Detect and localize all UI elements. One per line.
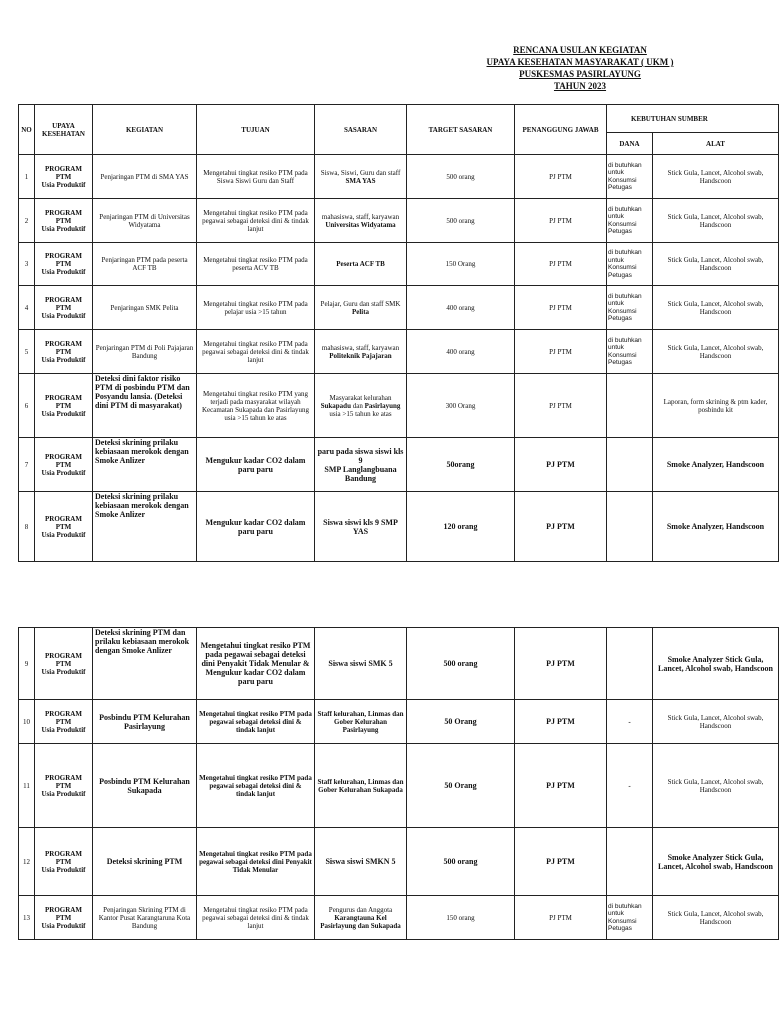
cell-sasaran [315,286,407,330]
cell-alat: Smoke Analyzer Stick Gula, Lancet, Alcohol swab, Handscoon [653,828,779,896]
cell-pj: PJ PTM [515,828,607,896]
upaya-line: PROGRAM PTM [45,905,82,922]
table-row [19,628,779,700]
cell-upaya [35,438,93,492]
upaya-line: PROGRAM PTM [45,709,82,726]
cell-no: 10 [19,700,35,744]
cell-dana: di butuhkan untuk Konsumsi Petugas [607,199,653,243]
cell-sasaran [315,438,407,492]
sasaran-bold: SMP Langlangbuana Bandung [324,464,397,483]
sasaran-text: Siswa, Siswi, Guru dan staff [320,168,401,177]
cell-upaya [35,828,93,896]
cell-no: 11 [19,744,35,828]
sasaran-text: dan [352,401,363,410]
cell-alat: Smoke Analyzer Stick Gula, Lancet, Alcohol swab, Handscoon [653,628,779,700]
cell-dana: di butuhkan untuk Konsumsi Petugas [607,243,653,286]
cell-pj: PJ PTM [515,896,607,940]
cell-no: 6 [19,374,35,438]
table-row [19,155,779,199]
sasaran-text: Siswa siswi [328,659,367,668]
cell-pj: PJ PTM [515,492,607,562]
col-pj: PENANGGUNG JAWAB [515,105,607,155]
col-dana: DANA [607,133,653,155]
cell-dana: - [607,744,653,828]
table-row [19,330,779,374]
cell-upaya [35,896,93,940]
sasaran-bold: Pasirlayung [364,401,401,410]
cell-pj: PJ PTM [515,700,607,744]
cell-dana [607,628,653,700]
cell-target: 50 Orang [407,700,515,744]
cell-tujuan: Mengetahui tingkat resiko PTM yang terjadi pada masyarakat wilayah Kecamatan Sukapada dan Pasirlayung usia >15 tahun ke atas [197,374,315,438]
col-tujuan: TUJUAN [197,105,315,155]
cell-dana: di butuhkan untuk Konsumsi Petugas [607,330,653,374]
cell-no: 8 [19,492,35,562]
sasaran-bold: Pelita [351,307,370,316]
cell-upaya [35,492,93,562]
cell-upaya [35,286,93,330]
table-row [19,243,779,286]
cell-dana [607,438,653,492]
upaya-line: PROGRAM PTM [45,295,82,312]
cell-no: 4 [19,286,35,330]
upaya-line: PROGRAM PTM [45,773,82,790]
cell-sasaran [315,199,407,243]
cell-pj: PJ PTM [515,286,607,330]
table-row [19,438,779,492]
cell-target: 150 orang [407,896,515,940]
title-line-3: PUSKESMAS PASIRLAYUNG [519,69,641,79]
cell-target: 50 Orang [407,744,515,828]
cell-tujuan: Mengetahui tingkat resiko PTM pada pelajar usia >15 tahun [197,286,315,330]
table-row [19,828,779,896]
upaya-line: Usia Produktif [41,865,86,874]
upaya-line: PROGRAM PTM [45,339,82,356]
cell-upaya [35,243,93,286]
cell-target: 50orang [407,438,515,492]
upaya-line: PROGRAM PTM [45,849,82,866]
cell-upaya [35,700,93,744]
table-page-1 [18,104,768,564]
cell-pj: PJ PTM [515,628,607,700]
cell-dana [607,828,653,896]
cell-alat: Smoke Analyzer, Handscoon [653,492,779,562]
cell-no: 5 [19,330,35,374]
cell-target: 400 orang [407,286,515,330]
cell-dana: - [607,700,653,744]
sasaran-text: Pelajar, Guru dan staff SMK [320,299,401,308]
cell-dana: di butuhkan untuk Konsumsi Petugas [607,286,653,330]
activity-table-2 [18,627,779,940]
cell-kegiatan: Penjaringan SMK Pelita [93,286,197,330]
upaya-line: Usia Produktif [41,667,86,676]
cell-pj: PJ PTM [515,155,607,199]
cell-target: 500 orang [407,828,515,896]
cell-upaya [35,155,93,199]
sasaran-bold: SMA YAS [345,176,376,185]
col-alat: ALAT [653,133,779,155]
cell-dana: di butuhkan untuk Konsumsi Petugas [607,155,653,199]
cell-kegiatan: Deteksi skrining PTM dan prilaku kebiasaan merokok dengan Smoke Anlizer [93,628,197,700]
upaya-line: Usia Produktif [41,530,86,539]
sasaran-text: Siswa siswi [325,857,364,866]
cell-target: 500 orang [407,628,515,700]
cell-kegiatan: Penjaringan PTM di SMA YAS [93,155,197,199]
cell-kegiatan: Deteksi dini faktor risiko PTM di posbindu PTM dan Posyandu lansia. (Deteksi dini PTM di masyarakat) [93,374,197,438]
cell-alat: Stick Gula, Lancet, Alcohol swab, Handscoon [653,744,779,828]
upaya-line: PROGRAM PTM [45,514,82,531]
upaya-line: Usia Produktif [41,725,86,734]
cell-kegiatan: Deteksi skrining PTM [93,828,197,896]
table-row [19,744,779,828]
table-row [19,700,779,744]
cell-upaya [35,374,93,438]
cell-kegiatan: Deteksi skrining prilaku kebiasaan merokok dengan Smoke Anlizer [93,492,197,562]
sasaran-text: Pengurus dan Anggota [328,905,393,914]
cell-no: 7 [19,438,35,492]
cell-target: 120 orang [407,492,515,562]
cell-dana [607,374,653,438]
cell-target: 300 Orang [407,374,515,438]
cell-dana [607,492,653,562]
cell-tujuan: Mengetahui tingkat resiko PTM pada Siswa Siswi Guru dan Staff [197,155,315,199]
cell-kegiatan: Penjaringan PTM pada peserta ACF TB [93,243,197,286]
upaya-line: PROGRAM PTM [45,393,82,410]
table-row [19,896,779,940]
title-line-2: UPAYA KESEHATAN MASYARAKAT ( UKM ) [486,57,674,67]
sasaran-bold: Sukapadu [320,401,351,410]
title-line-4: TAHUN 2023 [553,81,607,91]
sasaran-bold: Peserta ACF TB [336,260,385,268]
sasaran-text: Masyarakat kelurahan [329,393,392,402]
cell-tujuan: Mengetahui tingkat resiko PTM pada pegawai sebagai deteksi dini & tindak lanjut [197,199,315,243]
upaya-line: Usia Produktif [41,921,86,930]
cell-alat: Stick Gula, Lancet, Alcohol swab, Handscoon [653,330,779,374]
cell-no: 12 [19,828,35,896]
cell-alat: Smoke Analyzer, Handscoon [653,438,779,492]
sasaran-text: paru pada siswa siswi kls 9 [317,446,404,465]
upaya-line: PROGRAM PTM [45,252,82,268]
cell-sasaran [315,828,407,896]
sasaran-text: usia >15 tahun ke atas [329,409,392,418]
cell-alat: Stick Gula, Lancet, Alcohol swab, Handscoon [653,286,779,330]
cell-alat: Stick Gula, Lancet, Alcohol swab, Handscoon [653,700,779,744]
cell-kegiatan: Posbindu PTM Kelurahan Sukapada [93,744,197,828]
cell-upaya [35,199,93,243]
cell-pj: PJ PTM [515,744,607,828]
sasaran-text: mahasiswa, staff, karyawan [321,212,400,221]
upaya-line: Usia Produktif [41,224,86,233]
cell-sasaran [315,243,407,286]
cell-alat: Stick Gula, Lancet, Alcohol swab, Handscoon [653,155,779,199]
col-target: TARGET SASARAN [407,105,515,155]
cell-sasaran [315,628,407,700]
sasaran-bold: Politeknik Pajajaran [329,351,392,360]
upaya-line: Usia Produktif [41,789,86,798]
cell-alat: Stick Gula, Lancet, Alcohol swab, Handscoon [653,896,779,940]
cell-no: 1 [19,155,35,199]
col-kebutuhan: KEBUTUHAN SUMBER [607,105,779,133]
upaya-line: Usia Produktif [41,268,86,276]
upaya-line: Usia Produktif [41,468,86,477]
cell-pj: PJ PTM [515,243,607,286]
cell-tujuan: Mengetahui tingkat resiko PTM pada pegawai sebagai deteksi dini & tindak lanjut [197,896,315,940]
table-row [19,492,779,562]
cell-pj: PJ PTM [515,374,607,438]
upaya-line: PROGRAM PTM [45,164,82,181]
upaya-line: PROGRAM PTM [45,651,82,668]
cell-sasaran: Staff kelurahan, Linmas dan Gober Kelurahan Sukapada [315,744,407,828]
cell-sasaran [315,374,407,438]
cell-tujuan: Mengetahui tingkat resiko PTM pada pegawai sebagai deteksi dini Penyakit Tidak Menular & Mengukur kadar CO2 dalam paru paru [197,628,315,700]
cell-alat: Stick Gula, Lancet, Alcohol swab, Handscoon [653,243,779,286]
cell-tujuan: Mengetahui tingkat resiko PTM pada pegawai sebagai deteksi dini & tindak lanjut [197,700,315,744]
cell-tujuan: Mengukur kadar CO2 dalam paru paru [197,438,315,492]
cell-sasaran [315,155,407,199]
upaya-line: Usia Produktif [41,311,86,320]
cell-upaya [35,330,93,374]
cell-no: 2 [19,199,35,243]
cell-tujuan: Mengetahui tingkat resiko PTM pada pegawai sebagai deteksi dini Penyakit Tidak Menular [197,828,315,896]
cell-kegiatan: Deteksi skrining prilaku kebiasaan merokok dengan Smoke Anlizer [93,438,197,492]
sasaran-bold: Karangtauna Kel Pasirlayung dan Sukapada [320,913,401,930]
cell-target: 500 orang [407,155,515,199]
cell-kegiatan: Penjaringan PTM di Poli Pajajaran Bandung [93,330,197,374]
table-page-2 [18,627,773,942]
cell-no: 13 [19,896,35,940]
table-row [19,199,779,243]
cell-pj: PJ PTM [515,199,607,243]
cell-no: 3 [19,243,35,286]
cell-target: 500 orang [407,199,515,243]
cell-kegiatan: Penjaringan PTM di Universitas Widyatama [93,199,197,243]
col-upaya: UPAYA KESEHATAN [35,105,93,155]
cell-kegiatan: Penjaringan Skrining PTM di Kantor Pusat Karangtaruna Kota Bandung [93,896,197,940]
upaya-line: Usia Produktif [41,180,86,189]
cell-tujuan: Mengukur kadar CO2 dalam paru paru [197,492,315,562]
col-sasaran: SASARAN [315,105,407,155]
upaya-line: Usia Produktif [41,409,86,418]
cell-sasaran: Staff kelurahan, Linmas dan Gober Kelurahan Pasirlayung [315,700,407,744]
cell-upaya [35,744,93,828]
sasaran-bold: Universitas Widyatama [325,220,396,229]
sasaran-bold: SMK 5 [368,659,393,668]
upaya-line: Usia Produktif [41,355,86,364]
cell-tujuan: Mengetahui tingkat resiko PTM pada pegawai sebagai deteksi dini & tindak lanjut [197,744,315,828]
cell-tujuan: Mengetahui tingkat resiko PTM pada peserta ACV TB [197,243,315,286]
upaya-line: PROGRAM PTM [45,208,82,225]
cell-kegiatan: Posbindu PTM Kelurahan Pasirlayung [93,700,197,744]
table-row [19,374,779,438]
cell-dana: di butuhkan untuk Konsumsi Petugas [607,896,653,940]
upaya-line: PROGRAM PTM [45,452,82,469]
sasaran-bold: SMKN 5 [365,857,396,866]
cell-sasaran [315,896,407,940]
activity-table-1 [18,104,779,562]
sasaran-text: mahasiswa, staff, karyawan [321,343,400,352]
cell-target: 150 Orang [407,243,515,286]
cell-sasaran [315,330,407,374]
cell-tujuan: Mengetahui tingkat resiko PTM pada pegawai sebagai deteksi dini & tindak lanjut [197,330,315,374]
cell-alat: Stick Gula, Lancet, Alcohol swab, Handscoon [653,199,779,243]
cell-no: 9 [19,628,35,700]
cell-upaya [35,628,93,700]
table-row [19,286,779,330]
cell-sasaran: Siswa siswi kls 9 SMP YAS [315,492,407,562]
cell-alat: Laporan, form skrining & ptm kader, posbindu kit [653,374,779,438]
title-line-1: RENCANA USULAN KEGIATAN [513,45,647,55]
col-no: NO [19,105,35,155]
col-kegiatan: KEGIATAN [93,105,197,155]
cell-target: 400 orang [407,330,515,374]
cell-pj: PJ PTM [515,438,607,492]
cell-pj: PJ PTM [515,330,607,374]
